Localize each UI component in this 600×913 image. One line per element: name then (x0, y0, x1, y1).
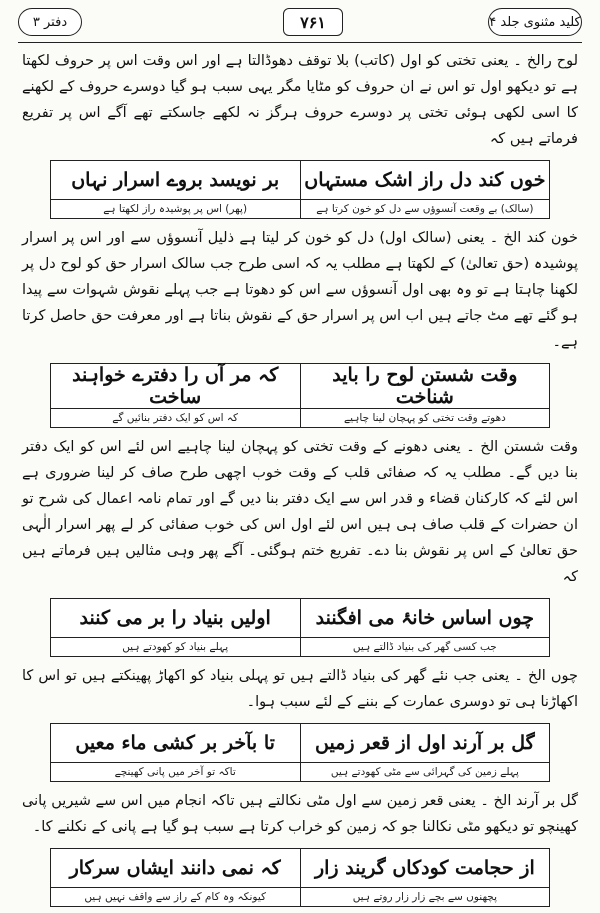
verse-left-translation: کہ اس کو ایک دفتر بنائیں گے (50, 409, 300, 428)
page-number: ۷۶۱ (283, 8, 343, 36)
verse-box (50, 848, 550, 907)
verse-right-hemistich: خوں کند دل راز اشک مستہاں (300, 161, 550, 200)
section-label: دفتر ۳ (18, 8, 82, 36)
verse-left-translation: پہلے بنیاد کو کھودتے ہیں (50, 638, 300, 657)
verse-right-hemistich: از حجامت کودکاں گریند زار (300, 849, 550, 888)
commentary-paragraph: لوح رالخ ۔ یعنی تختی کو اول (کاتب) بلا توقف دھوڈالتا ہے اور اس وقت اس پر حروف لکھتا ہے تو دیکھو اول تو اس نے ان حروف کو مٹایا مگر یہی سبب ہو گیا دوسرے حروف کے لکھنے کا اسی لکھی ہوئی تختی پر دوسرے حروف ہرگز نہ لکھے جاسکتے تھے آگے اس پر تفریع فرماتے ہیں کہ (22, 53, 578, 147)
verse-left-hemistich: کہ مر آں را دفترے خواہند ساخت (50, 364, 300, 409)
verse-right-hemistich: چوں اساس خانۂ می افگنند (300, 599, 550, 638)
commentary-paragraph: خون کند الخ ۔ یعنی (سالک اول) دل کو خون کر لیتا ہے ذلیل آنسوؤں سے اور اس پر اسرار پوشیدہ (حق تعالیٰ) کے لکھتا ہے مطلب یہ کہ اسی طرح جب سالک اسرار حق کو لوح دل پر لکھنا چاہتا ہے تو وہ بھی اول آنسوؤں سے اس کو دھوتا ہے جب پہلے نقوش شہوات سے پیدا ہو گئے تھے مٹ جاتے ہیں اب اس پر اسرار حق کے نقوش بناتا ہے اور معرفت حق حاصل کرتا ہے۔ (22, 230, 578, 350)
verse-right-translation: پہلے زمین کی گہرائی سے مٹی کھودتے ہیں (300, 763, 550, 782)
verse-left-hemistich: بر نویسد بروے اسرار نہاں (50, 161, 300, 200)
header-rule (18, 42, 582, 43)
verse-right-hemistich: وقت شستن لوح را باید شناخت (300, 364, 550, 409)
verse-box (50, 723, 550, 782)
verse-left-hemistich: تا بآخر بر کشی ماء معیں (50, 724, 300, 763)
verse-box (50, 363, 550, 428)
commentary-paragraph: وقت شستن الخ ۔ یعنی دھونے کے وقت تختی کو پہچان لینا چاہیے اس لئے اس کو ایک دفتر بنا دیں گے۔ مطلب یہ کہ صفائی قلب کے وقت خوب اچھی طرح صاف کر لینا ضروری ہے اس لئے کہ کارکنان قضاء و قدر اس سے ایک دفتر بنا دیں گے اور تمام نامہ اعمال کی شرح تو ان حضرات کے قلب صاف ہی ہیں اس لئے اول اس کی خوب صفائی کر لے پھر اسرار الٰہی حق تعالیٰ کے اس پر نقوش بنا دے۔ تفریع ختم ہوگئی۔ آگے پھر وہی مثالیں ہیں فرماتے ہیں کہ (22, 439, 578, 585)
page-header (18, 8, 582, 40)
verse-left-translation: تاکہ تو آخر میں پانی کھینچے (50, 763, 300, 782)
verse-right-translation: پچھنوں سے بچے زار زار روتے ہیں (300, 888, 550, 907)
verse-right-translation: دھوتے وقت تختی کو پہچان لینا چاہیے (300, 409, 550, 428)
verse-box (50, 160, 550, 219)
verse-left-translation: کیونکہ وہ کام کے راز سے واقف نہیں ہیں (50, 888, 300, 907)
verse-left-translation: (پھر) اس پر پوشیدہ راز لکھتا ہے (50, 200, 300, 219)
verse-left-hemistich: اولیں بنیاد را بر می کنند (50, 599, 300, 638)
commentary-paragraph: گل بر آرند الخ ۔ یعنی قعر زمین سے اول مٹی نکالتے ہیں تاکہ انجام میں اس سے شیریں پانی کھینچو تو دیکھو مٹی نکالنا جو کہ زمین کو خراب کرتا ہے سبب ہو گیا ہے پانی کے نکلنے کا۔ (22, 793, 578, 835)
book-title: کلید مثنوی جلد ۴ (488, 8, 582, 36)
page-body (22, 48, 578, 913)
verse-right-translation: (سالک) بے وقعت آنسوؤں سے دل کو خون کرتا ہے (300, 200, 550, 219)
verse-right-translation: جب کسی گھر کی بنیاد ڈالتے ہیں (300, 638, 550, 657)
verse-box (50, 598, 550, 657)
commentary-paragraph: چوں الخ ۔ یعنی جب نئے گھر کی بنیاد ڈالتے ہیں تو پہلی بنیاد کو اکھاڑ پھینکتے ہیں تو اس کا اکھاڑنا ہی تو دوسری عمارت کے بننے کے لئے سبب ہوا۔ (22, 668, 578, 710)
verse-left-hemistich: کہ نمی دانند ایشاں سرکار (50, 849, 300, 888)
verse-right-hemistich: گل بر آرند اول از قعر زمیں (300, 724, 550, 763)
